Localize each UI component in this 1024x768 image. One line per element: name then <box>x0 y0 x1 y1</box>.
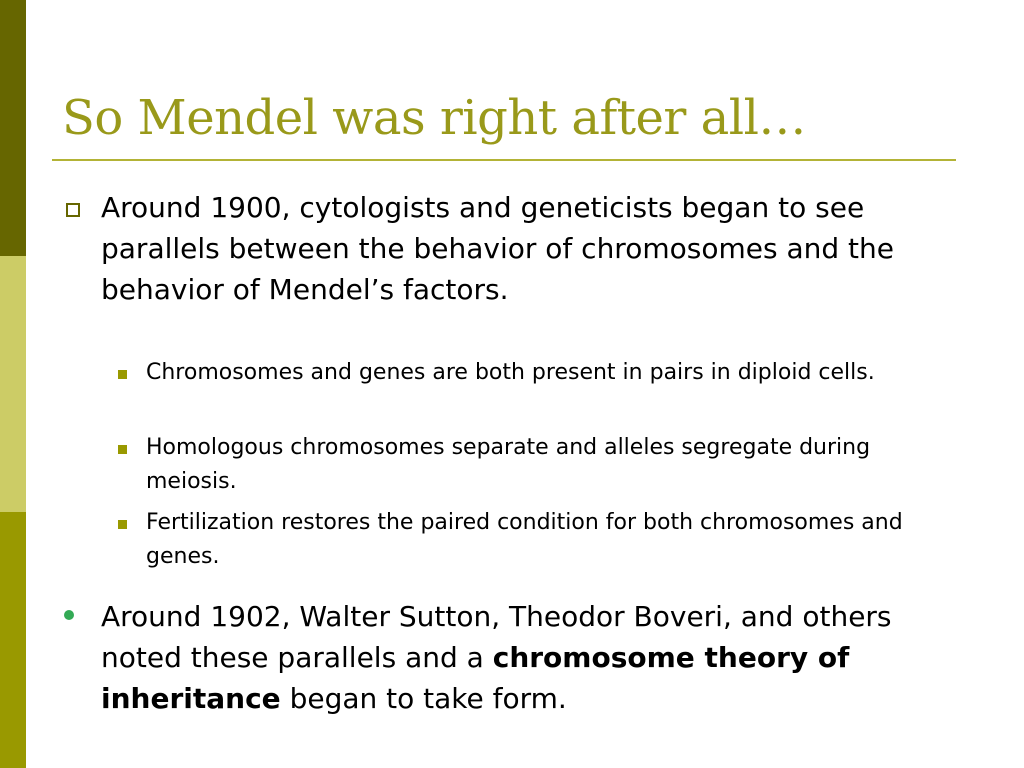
bullet-1-text: Around 1900, cytologists and geneticists began to see parallels between the behavior of chromosomes and the behavior of Mendel’s factors. <box>101 191 894 306</box>
dot-bullet-icon <box>64 610 74 620</box>
sub-bullet-1: Chromosomes and genes are both present in pairs in diploid cells. <box>146 360 875 385</box>
square-bullet-icon <box>118 520 127 529</box>
bullet-2-text-after: began to take form. <box>280 682 567 715</box>
bullet-2-text-before: Around 1902, Walter Sutton, Theodor Boveri, and others noted these parallels and a <box>101 600 892 674</box>
sub-bullet-2: Homologous chromosomes separate and alleles segregate during meiosis. <box>146 435 871 494</box>
square-bullet-icon <box>118 370 127 379</box>
square-bullet-icon <box>118 445 127 454</box>
bullet-2-bold-term: chromosome theory of inheritance <box>101 641 850 715</box>
slide-title: So Mendel was right after all… <box>62 90 806 146</box>
bullet-2-text <box>101 596 981 719</box>
hollow-square-bullet-icon <box>66 203 80 217</box>
sub-bullet-3: Fertilization restores the paired condition for both chromosomes and genes. <box>146 510 903 569</box>
